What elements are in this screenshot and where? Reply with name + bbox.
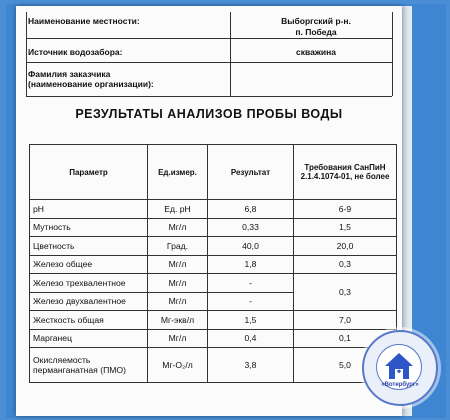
param-cell: Окисляемость перманганатная (ПМО) <box>30 348 148 383</box>
location-label: Наименование местности: <box>28 16 140 26</box>
table-row <box>30 348 397 383</box>
req-cell: 0,3 <box>294 255 397 274</box>
header-rule-1 <box>26 38 392 39</box>
unit-cell: Мг/л <box>148 329 208 348</box>
unit-cell: Град. <box>148 237 208 256</box>
param-cell: Марганец <box>30 329 148 348</box>
unit-cell: Мг/л <box>148 255 208 274</box>
unit-cell: Ед. pH <box>148 200 208 219</box>
unit-cell: Мг/л <box>148 274 208 293</box>
result-cell: - <box>208 274 294 293</box>
result-cell: 3,8 <box>208 348 294 383</box>
results-table <box>29 144 397 383</box>
col-header-unit: Ед.измер. <box>148 145 208 200</box>
col-header-req: Требования СанПиН 2.1.4.1074-01, не более <box>294 145 397 200</box>
unit-cell: Мг/л <box>148 292 208 311</box>
req-cell: 20,0 <box>294 237 397 256</box>
req-cell: 7,0 <box>294 311 397 330</box>
req-cell: 5,0 <box>294 348 397 383</box>
param-cell: Цветность <box>30 237 148 256</box>
document-title: РЕЗУЛЬТАТЫ АНАЛИЗОВ ПРОБЫ ВОДЫ <box>75 107 343 121</box>
customer-label-2: (наименование организации): <box>28 79 154 89</box>
table-row <box>30 237 397 256</box>
stamp-text: «Вотербург» <box>381 382 419 388</box>
param-cell: Железо общее <box>30 255 148 274</box>
param-cell: Железо трехвалентное <box>30 274 148 293</box>
table-row <box>30 311 397 330</box>
header-rule-3 <box>26 96 392 97</box>
result-cell: 6,8 <box>208 200 294 219</box>
table-row <box>30 329 397 348</box>
location-value-1: Выборгский р-н. <box>281 16 351 26</box>
customer-label-1: Фамилия заказчика <box>28 69 111 79</box>
header-divider <box>230 12 231 96</box>
table-row <box>30 255 397 274</box>
param-cell: Жесткость общая <box>30 311 148 330</box>
location-value-2: п. Победа <box>295 27 337 37</box>
req-cell: 0,1 <box>294 329 397 348</box>
param-cell: Железо двухвалентное <box>30 292 148 311</box>
result-cell: 0,4 <box>208 329 294 348</box>
req-cell: 6-9 <box>294 200 397 219</box>
result-cell: - <box>208 292 294 311</box>
source-value: скважина <box>296 47 336 57</box>
header-rule-2 <box>26 62 392 63</box>
table-row <box>30 200 397 219</box>
unit-cell: Мг-экв/л <box>148 311 208 330</box>
param-cell: pH <box>30 200 148 219</box>
header-border-left <box>26 12 27 96</box>
req-cell-merged: 0,3 <box>294 274 397 311</box>
unit-cell: Мг/л <box>148 218 208 237</box>
unit-cell: Мг-O₂/л <box>148 348 208 383</box>
company-stamp <box>362 330 438 406</box>
result-cell: 0,33 <box>208 218 294 237</box>
result-cell: 1,8 <box>208 255 294 274</box>
table-row <box>30 218 397 237</box>
header-block <box>26 12 396 89</box>
col-header-param: Параметр <box>30 145 148 200</box>
table-row <box>30 274 397 293</box>
req-cell: 1,5 <box>294 218 397 237</box>
result-cell: 40,0 <box>208 237 294 256</box>
param-cell: Мутность <box>30 218 148 237</box>
header-border-right <box>392 12 393 96</box>
result-cell: 1,5 <box>208 311 294 330</box>
col-header-result: Результат <box>208 145 294 200</box>
document-page <box>16 6 402 416</box>
source-label: Источник водозабора: <box>28 47 123 57</box>
table-header-row <box>30 145 397 200</box>
